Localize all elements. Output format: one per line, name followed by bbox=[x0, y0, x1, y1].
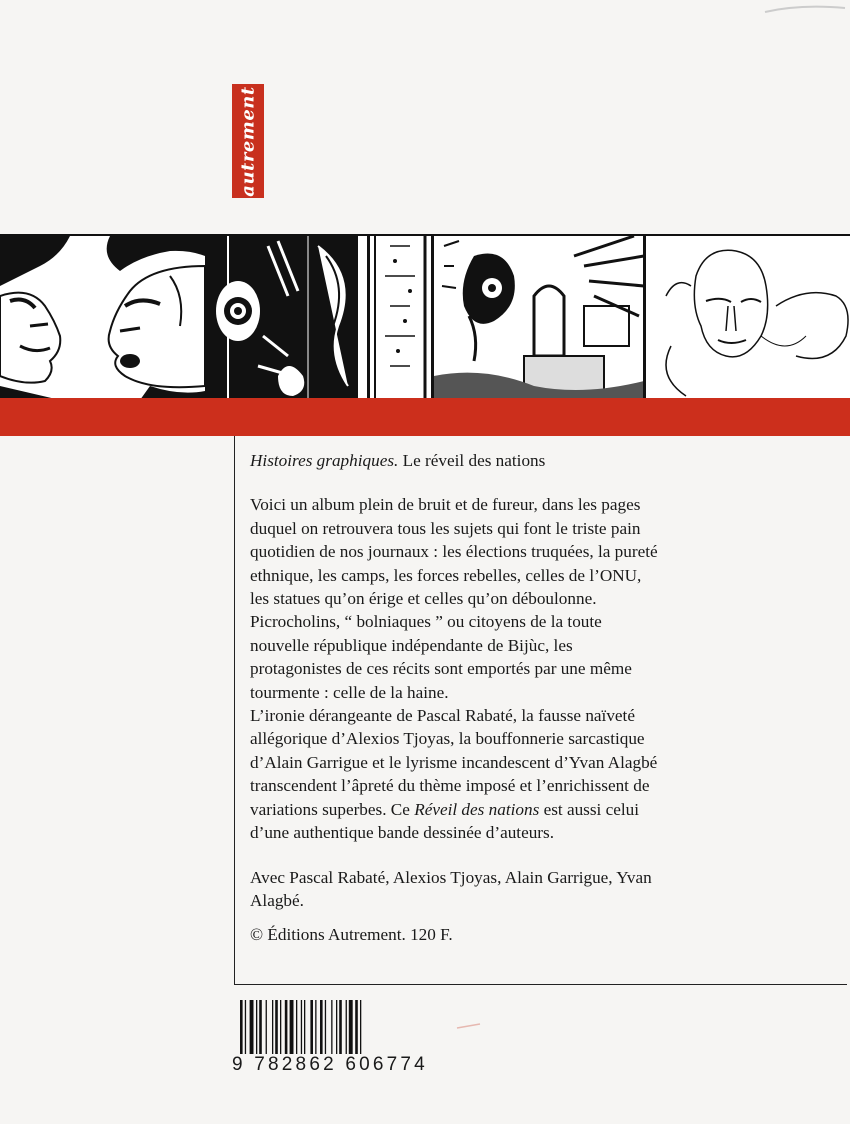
barcode-bar bbox=[346, 1000, 347, 1056]
barcode-bar bbox=[256, 1000, 257, 1056]
barcode-bar bbox=[325, 1000, 326, 1056]
barcode-bar bbox=[285, 1000, 288, 1056]
red-band bbox=[0, 398, 850, 436]
barcode-bar bbox=[250, 1000, 254, 1056]
description-p2-italic: Réveil des nations bbox=[414, 799, 540, 819]
barcode-bar bbox=[339, 1000, 342, 1056]
barcode-bar bbox=[315, 1000, 316, 1056]
series-title: Histoires graphiques. bbox=[250, 451, 399, 470]
barcode-bar bbox=[336, 1000, 337, 1056]
comic-panel-wall bbox=[367, 236, 434, 400]
barcode-bar bbox=[310, 1000, 313, 1056]
barcode-bar bbox=[296, 1000, 297, 1056]
isbn-number: 9 782862 606774 bbox=[232, 1054, 428, 1075]
barcode-bar bbox=[259, 1000, 262, 1056]
barcode-bar bbox=[349, 1000, 353, 1056]
copyright-line: © Éditions Autrement. 120 F. bbox=[250, 925, 453, 945]
comic-panel-mask bbox=[205, 236, 370, 400]
description-p2-start: L’ironie dérangeante de Pascal Rabaté, la fausse naïveté allégorique d’Alexios Tjoyas, la bouffonnerie sarcastique d’Alain Garrigue et le lyrisme incandescent d’Yvan Alagbé transcendent l’âpreté du thème imposé et l’enrichissent de variations superbes. Ce bbox=[250, 706, 658, 819]
description-p2-end: est aussi celui d’une authentique bande dessinée d’auteurs. bbox=[250, 799, 640, 843]
page-smudge bbox=[455, 1020, 485, 1032]
authors-line: Avec Pascal Rabaté, Alexios Tjoyas, Alain Garrigue, Yvan Alagbé. bbox=[250, 867, 652, 910]
publisher-logo-text: autrement bbox=[237, 85, 259, 197]
comic-panel-faces bbox=[0, 236, 205, 400]
description-paragraph-1: Voici un album plein de bruit et de fureur, dans les pages duquel on retrouvera tous les sujets qui font le triste pain quotidien de nos journaux : les élections truquées, la pureté ethnique, les camps, les forces rebelles, celles de l’ONU, les statues qu’on érige et celles qu’on déboulonne. Picrocholins, “ bolniaques ” ou citoyens de la toute nouvelle république indépendante de Bijùc, les protagonistes de ces récits sont emportés par une même tourmente : celle de la haine. bbox=[250, 495, 658, 702]
barcode-bar bbox=[320, 1000, 323, 1056]
comic-illustration-strip bbox=[0, 234, 850, 400]
barcode-bar bbox=[290, 1000, 294, 1056]
comic-panel-face bbox=[643, 236, 850, 400]
description-paragraph-2 bbox=[250, 704, 660, 844]
barcode-bar bbox=[280, 1000, 281, 1056]
page-smudge bbox=[760, 0, 850, 20]
comic-panel-ruins bbox=[431, 236, 646, 400]
book-title bbox=[250, 449, 660, 472]
barcode-bar bbox=[275, 1000, 278, 1056]
back-cover-text bbox=[250, 449, 660, 947]
barcode-bar bbox=[272, 1000, 273, 1056]
barcode-bar bbox=[266, 1000, 267, 1056]
book-subtitle: Le réveil des nations bbox=[402, 451, 546, 470]
publisher-logo bbox=[232, 84, 264, 198]
barcode-bar bbox=[331, 1000, 332, 1056]
